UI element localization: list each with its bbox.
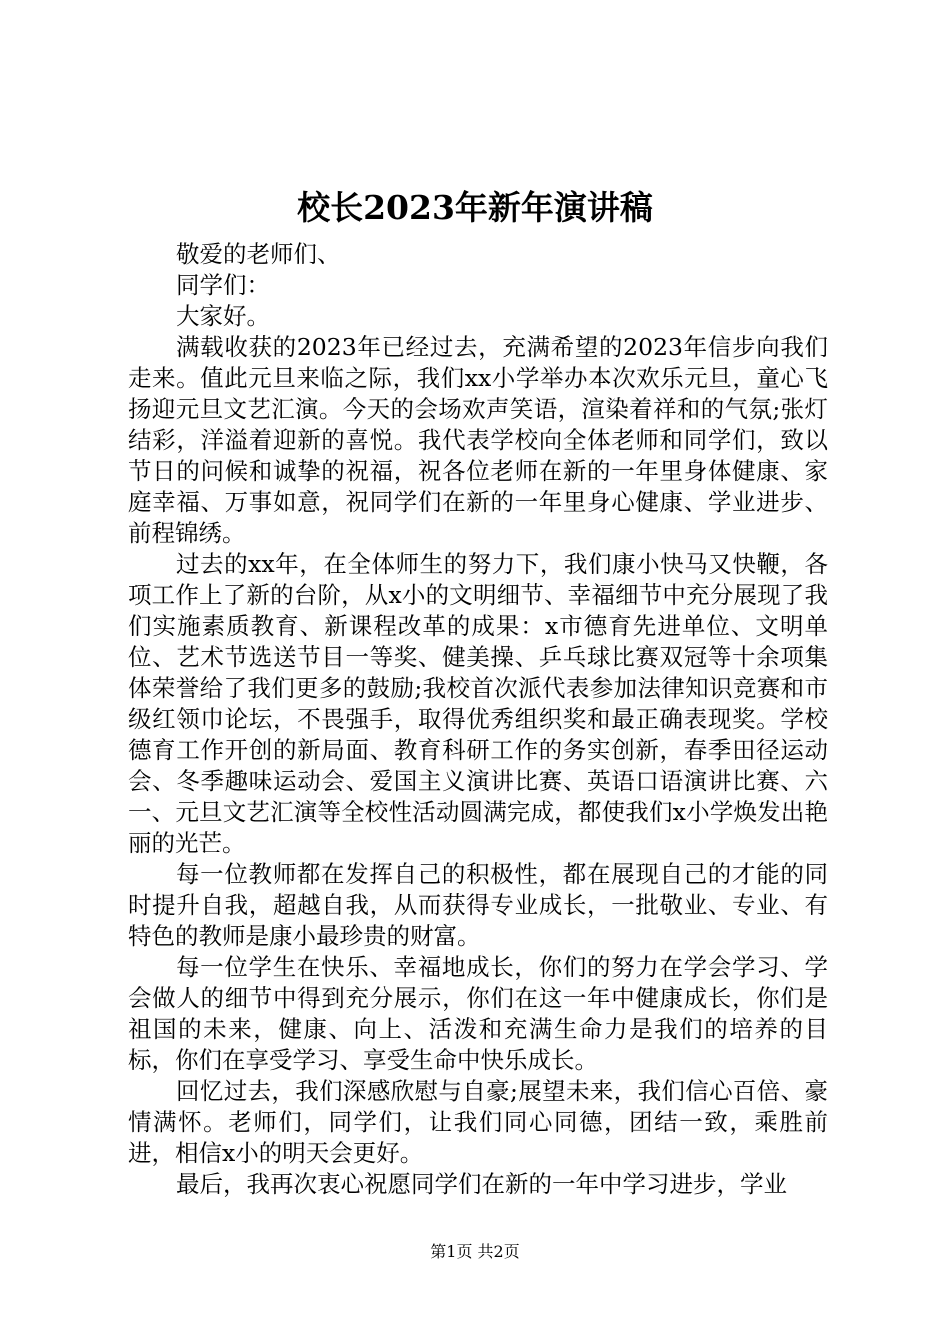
document-body xyxy=(128,239,828,1200)
paragraph-greeting: 大家好。 xyxy=(176,302,270,330)
paragraph-closing: 最后，我再次衷心祝愿同学们在新的一年中学习进步，学业 xyxy=(176,1170,787,1198)
paragraph-outlook: 回忆过去，我们深感欣慰与自豪;展望未来，我们信心百倍、豪情满怀。老师们，同学们，让我们同心同德，团结一致，乘胜前进，相信x小的明天会更好。 xyxy=(128,1077,828,1167)
paragraph-salutation-2: 同学们： xyxy=(176,271,270,299)
page-number-footer: 第1页 共2页 xyxy=(430,1242,520,1261)
paragraph-achievements: 过去的xx年，在全体师生的努力下，我们康小快马又快鞭，各项工作上了新的台阶，从x小的文明细节、幸福细节中充分展现了我们实施素质教育、新课程改革的成果：x市德育先进单位、文明单位、艺术节选送节目一等奖、健美操、乒乓球比赛双冠等十余项集体荣誉给了我们更多的鼓励;我校首次派代表参加法律知识竞赛和市级红领巾论坛，不畏强手，取得优秀组织奖和最正确表现奖。学校德育工作开创的新局面、教育科研工作的务实创新，春季田径运动会、冬季趣味运动会、爱国主义演讲比赛、英语口语演讲比赛、六一、元旦文艺汇演等全校性活动圆满完成，都使我们x小学焕发出艳丽的光芒。 xyxy=(128,550,828,857)
paragraph-teachers: 每一位教师都在发挥自己的积极性，都在展现自己的才能的同时提升自我，超越自我，从而获得专业成长，一批敬业、专业、有特色的教师是康小最珍贵的财富。 xyxy=(128,860,828,950)
paragraph-salutation-1: 敬爱的老师们、 xyxy=(176,240,341,268)
paragraph-new-year-wishes: 满载收获的2023年已经过去，充满希望的2023年信步向我们走来。值此元旦来临之际，我们xx小学举办本次欢乐元旦，童心飞扬迎元旦文艺汇演。今天的会场欢声笑语，渲染着祥和的气氛;张灯结彩，洋溢着迎新的喜悦。我代表学校向全体老师和同学们，致以节日的问候和诚挚的祝福，祝各位老师在新的一年里身体健康、家庭幸福、万事如意，祝同学们在新的一年里身心健康、学业进步、前程锦绣。 xyxy=(128,333,828,547)
paragraph-students: 每一位学生在快乐、幸福地成长，你们的努力在学会学习、学会做人的细节中得到充分展示，你们在这一年中健康成长，你们是祖国的未来，健康、向上、活泼和充满生命力是我们的培养的目标，你们在享受学习、享受生命中快乐成长。 xyxy=(128,953,828,1074)
document-title: 校长2023年新年演讲稿 xyxy=(297,188,653,227)
